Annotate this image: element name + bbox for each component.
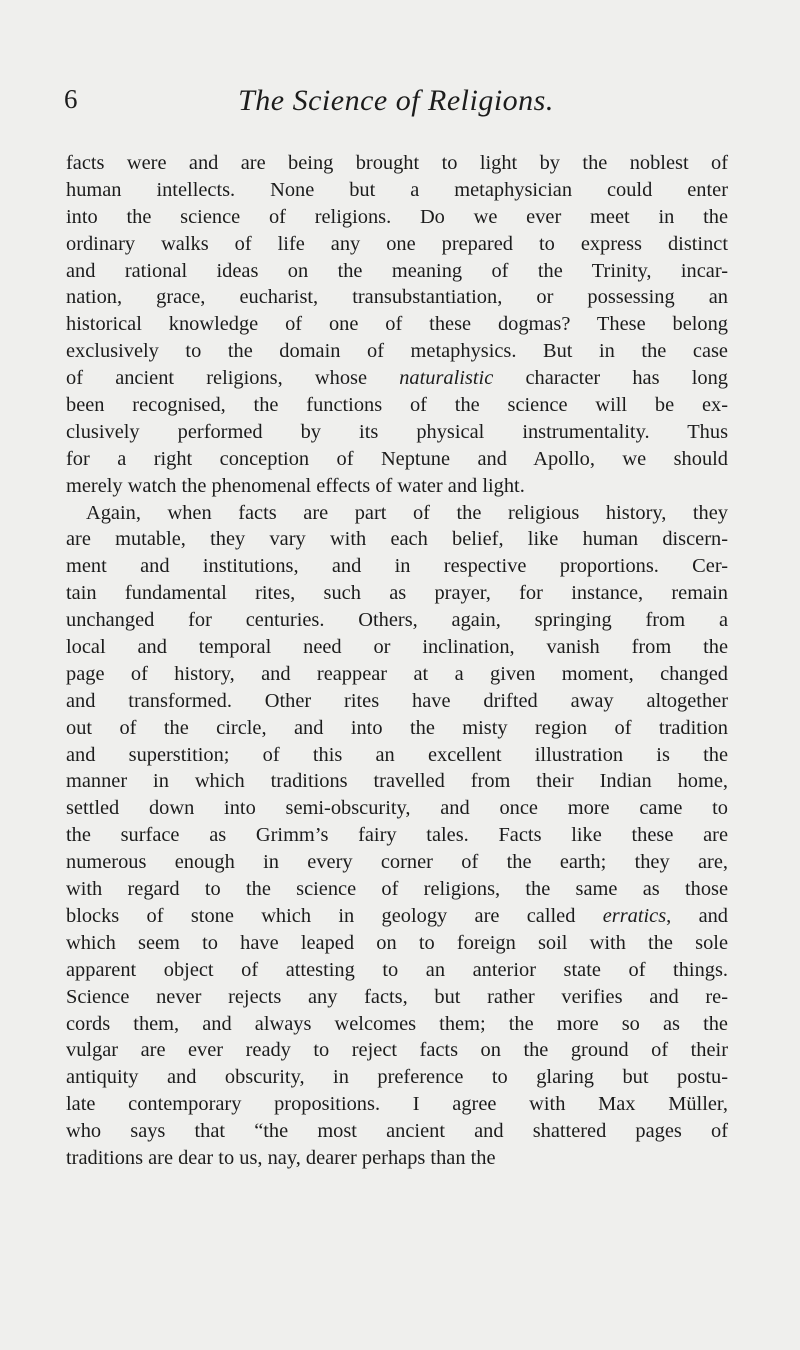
text-line: apparent object of attesting to an anterior state of things.: [66, 958, 728, 981]
text-line: historical knowledge of one of these dogmas? These belong: [66, 313, 728, 336]
text-line: clusively performed by its physical instrumentality. Thus: [66, 420, 728, 443]
text-line: unchanged for centuries. Others, again, springing from a: [66, 609, 728, 632]
text-line: ordinary walks of life any one prepared to express distinct: [66, 232, 728, 255]
text-line: with regard to the science of religions, the same as those: [66, 878, 728, 901]
text-segment: blocks of stone which in geology are called: [66, 904, 603, 927]
page-header: [64, 84, 728, 124]
text-line: numerous enough in every corner of the earth; they are,: [66, 851, 728, 874]
italic-term: erratics: [602, 904, 667, 927]
text-line: into the science of religions. Do we ever meet in the: [66, 205, 728, 228]
text-segment: character has long: [493, 367, 728, 390]
text-line: manner in which traditions travelled from their Indian home,: [66, 770, 728, 793]
text-line: Again, when facts are part of the religious history, they: [86, 501, 728, 524]
text-line: cords them, and always welcomes them; the more so as the: [66, 1012, 728, 1035]
text-line: and transformed. Other rites have drifted away altogether: [66, 689, 728, 712]
italic-term: naturalistic: [399, 367, 494, 390]
text-segment: of ancient religions, whose: [66, 367, 400, 390]
text-line: exclusively to the domain of metaphysics. But in the case: [66, 340, 728, 363]
text-line: been recognised, the functions of the science will be ex-: [66, 394, 728, 417]
text-line: antiquity and obscurity, in preference to glaring but postu-: [66, 1066, 728, 1089]
text-line: who says that “the most ancient and shattered pages of: [66, 1120, 728, 1143]
text-line: Science never rejects any facts, but rather verifies and re-: [66, 985, 728, 1008]
text-line: nation, grace, eucharist, transubstantiation, or possessing an: [66, 286, 728, 309]
text-line: out of the circle, and into the misty region of tradition: [66, 716, 728, 739]
text-line: ment and institutions, and in respective proportions. Cer-: [66, 555, 728, 578]
text-line: [66, 903, 728, 930]
text-line: which seem to have leaped on to foreign soil with the sole: [66, 931, 728, 954]
text-line: for a right conception of Neptune and Apollo, we should: [66, 447, 728, 470]
text-line: local and temporal need or inclination, vanish from the: [66, 636, 728, 659]
text-line: vulgar are ever ready to reject facts on the ground of their: [66, 1039, 728, 1062]
text-line: facts were and are being brought to light by the noblest of: [66, 152, 728, 174]
text-line: late contemporary propositions. I agree with Max Müller,: [66, 1093, 728, 1116]
text-line: page of history, and reappear at a given moment, changed: [66, 662, 728, 685]
running-title: The Science of Religions.: [238, 84, 554, 117]
text-line: are mutable, they vary with each belief, like human discern-: [66, 528, 728, 551]
text-line: and superstition; of this an excellent illustration is the: [66, 743, 728, 766]
text-line: tain fundamental rites, such as prayer, for instance, remain: [66, 582, 728, 605]
text-line: human intellects. None but a metaphysician could enter: [66, 178, 728, 201]
text-line: settled down into semi-obscurity, and once more came to: [66, 797, 728, 820]
text-line: and rational ideas on the meaning of the Trinity, incar-: [66, 259, 728, 282]
text-line: traditions are dear to us, nay, dearer perhaps than the: [66, 1146, 496, 1169]
page-number: 6: [64, 84, 78, 114]
text-line: [66, 365, 728, 392]
text-segment: , and: [666, 904, 729, 927]
text-line: the surface as Grimm’s fairy tales. Facts like these are: [66, 824, 728, 847]
body-text: [66, 150, 728, 1172]
text-line: merely watch the phenomenal effects of water and light.: [66, 474, 525, 497]
